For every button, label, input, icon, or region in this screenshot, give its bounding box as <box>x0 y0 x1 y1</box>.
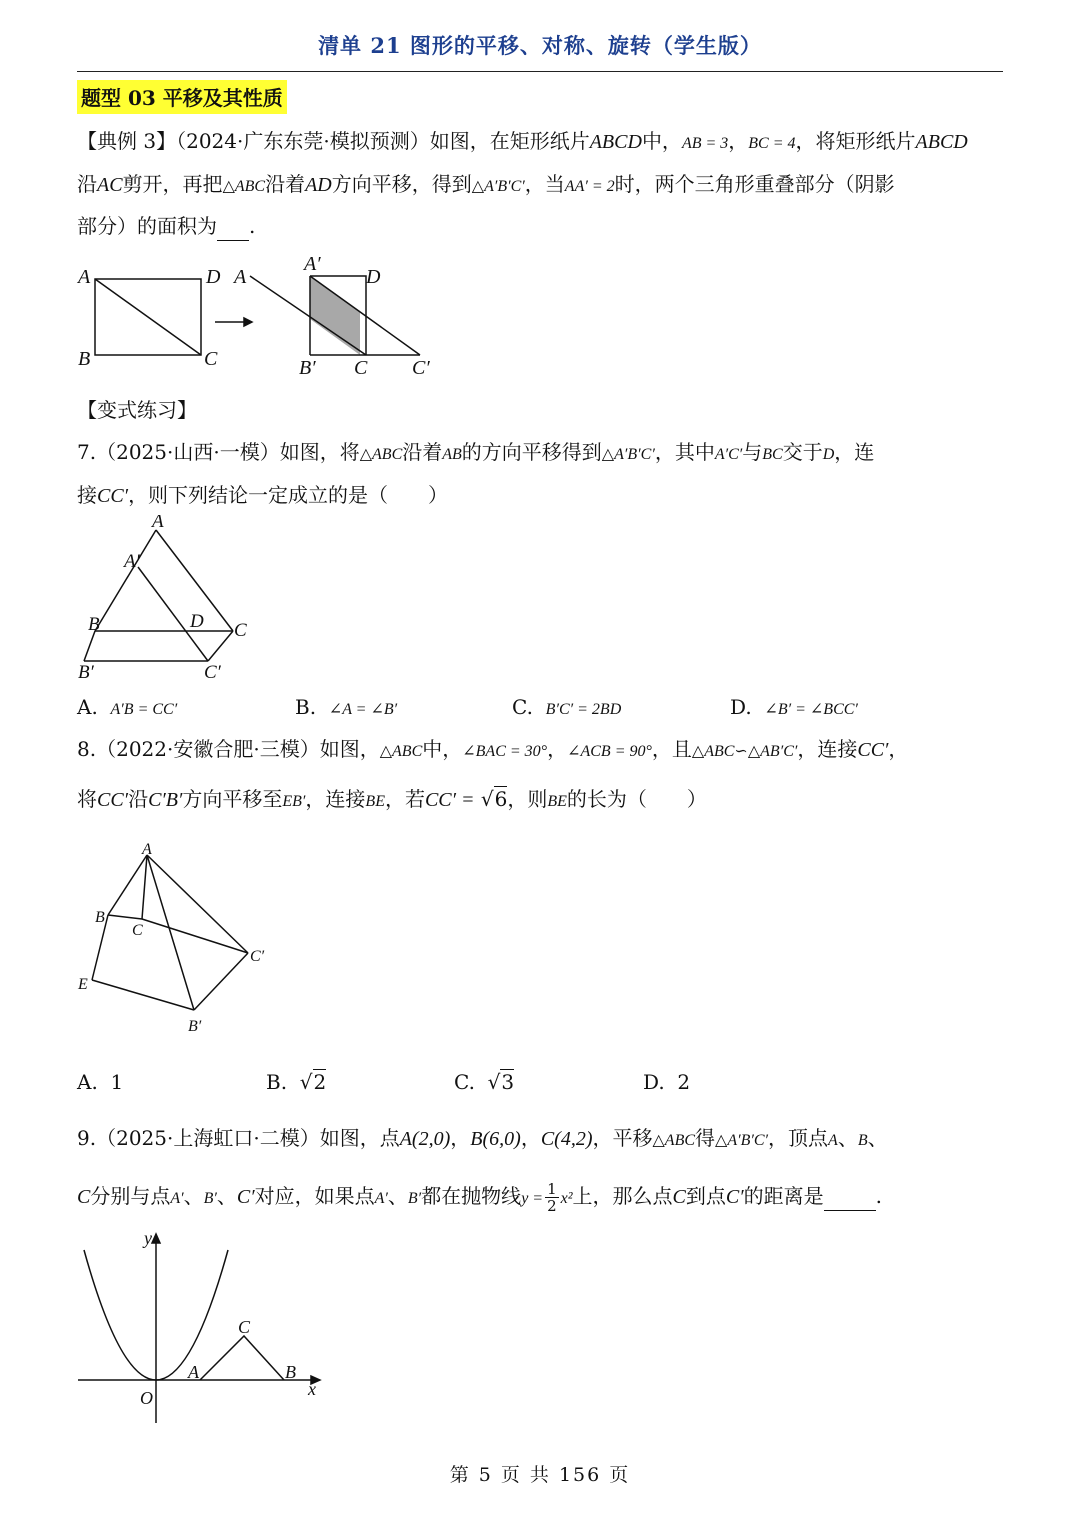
label-A: A <box>78 266 91 288</box>
segment-bc <box>108 915 142 919</box>
label-Cp: C′ <box>204 662 221 683</box>
page-header-title: 清单 21 图形的平移、对称、旋转（学生版） <box>318 33 762 58</box>
q7-option-c: C. B′C′ = 2BD <box>512 695 622 719</box>
segment-bpcp <box>194 953 248 1010</box>
label-B: B <box>285 1362 296 1382</box>
label-B: B <box>88 614 100 635</box>
q8-option-c: C. √3 <box>454 1070 515 1094</box>
example-label: 【典例 3】 <box>77 129 177 153</box>
q9-line-1: 9.（2025·上海虹口·二模）如图，点A(2,0)，B(6,0)，C(4,2)，平移△ABC得△A′B′C′，顶点A、B、 <box>77 1126 888 1150</box>
variant-practice-label: 【变式练习】 <box>77 398 197 422</box>
label-A: A <box>188 1362 199 1382</box>
q7-option-d: D. ∠B′ = ∠BCC′ <box>730 695 858 719</box>
example-line-2: 沿AC剪开，再把△ABC沿着AD方向平移，得到△A′B′C′，当AA′ = 2时，两个三角形重叠部分（阴影 <box>77 172 895 196</box>
segment-ccp <box>208 631 233 661</box>
page-number-footer: 第 5 页 共 156 页 <box>449 1464 631 1486</box>
y-axis-arrow <box>152 1234 160 1243</box>
arrow-head <box>244 318 252 326</box>
label-Ap: A′ <box>304 253 321 275</box>
label-B: B <box>78 348 91 370</box>
figure-rectangle-translation <box>70 250 450 385</box>
label-O: O <box>140 1388 153 1408</box>
q7-line-1: 7.（2025·山西·一模）如图，将△ABC沿着AB的方向平移得到△A′B′C′，其中A′C′与BC交于D，连 <box>77 440 875 464</box>
label-D: D <box>206 266 221 288</box>
label-Bp: B′ <box>78 662 94 683</box>
label-B: B <box>95 909 105 926</box>
q9-answer-blank <box>824 1182 876 1211</box>
q7-option-a: A. A′B = CC′ <box>77 695 178 719</box>
label-C: C <box>204 348 218 370</box>
q8-number: 8. <box>77 737 97 761</box>
label-Bp: B′ <box>299 357 316 379</box>
label-C-2: C <box>354 357 368 379</box>
label-Bp: B′ <box>188 1018 202 1035</box>
label-A: A <box>152 515 164 532</box>
q7-option-b: B. ∠A = ∠B′ <box>295 695 398 719</box>
segment-ac <box>142 855 147 919</box>
q8-option-a: A. 1 <box>77 1070 124 1094</box>
diagonal-ac <box>95 279 201 355</box>
segment-ebp <box>92 980 194 1010</box>
example-line-1: 【典例 3】（2024·广东东莞·模拟预测）如图，在矩形纸片ABCD中，AB = 3，BC = 4，将矩形纸片ABCD <box>77 129 968 153</box>
segment-bbp <box>84 631 95 661</box>
label-A: A <box>142 841 152 858</box>
label-D: D <box>190 611 204 632</box>
segment-ab <box>108 855 147 915</box>
figure-q8-pyramid <box>70 835 280 1040</box>
label-E: E <box>78 976 88 993</box>
triangle-abc <box>200 1336 284 1380</box>
segment-ccp <box>142 919 248 953</box>
section-title: 题型 03 平移及其性质 <box>77 80 287 114</box>
q7-line-2: 接CC′，则下列结论一定成立的是（ ） <box>77 483 449 507</box>
label-C: C <box>132 922 143 939</box>
example-line-3: 部分）的面积为 . <box>77 212 255 241</box>
q7-number: 7. <box>77 440 97 464</box>
label-y: y <box>144 1228 152 1248</box>
header-rule <box>77 71 1003 72</box>
label-Cp: C′ <box>412 357 430 379</box>
figure-q9-parabola <box>70 1228 330 1438</box>
q8-option-d: D. 2 <box>643 1070 691 1094</box>
q8-line-2: 将CC′沿C′B′方向平移至EB′，连接BE，若CC′ = √6，则BE的长为（ ） <box>77 787 707 811</box>
label-D-2: D <box>366 266 381 288</box>
figure-q7-triangle <box>70 515 270 685</box>
label-x: x <box>308 1379 316 1399</box>
q9-number: 9. <box>77 1126 97 1150</box>
q9-line-2: C分别与点A′、B′、C′对应，如果点A′、B′都在抛物线y = $\frac{1}{2}$ x²上，那么点C到点C′的距离是 . <box>77 1180 882 1215</box>
label-Cp: C′ <box>250 948 265 965</box>
label-C: C <box>238 1317 251 1337</box>
answer-blank <box>217 212 249 241</box>
fraction-one-half: $\frac{1}{2}$ <box>547 1180 557 1215</box>
label-C: C <box>234 620 247 641</box>
q8-option-b: B. √2 <box>266 1070 327 1094</box>
q8-line-1: 8.（2022·安徽合肥·三模）如图，△ABC中，∠BAC = 30°，∠ACB = 90°，且△ABC∽△AB′C′，连接CC′， <box>77 737 909 761</box>
label-A-2: A <box>234 266 247 288</box>
overlap-shaded-region <box>310 276 360 355</box>
label-Ap: A′ <box>124 551 140 572</box>
segment-ab <box>95 530 156 631</box>
